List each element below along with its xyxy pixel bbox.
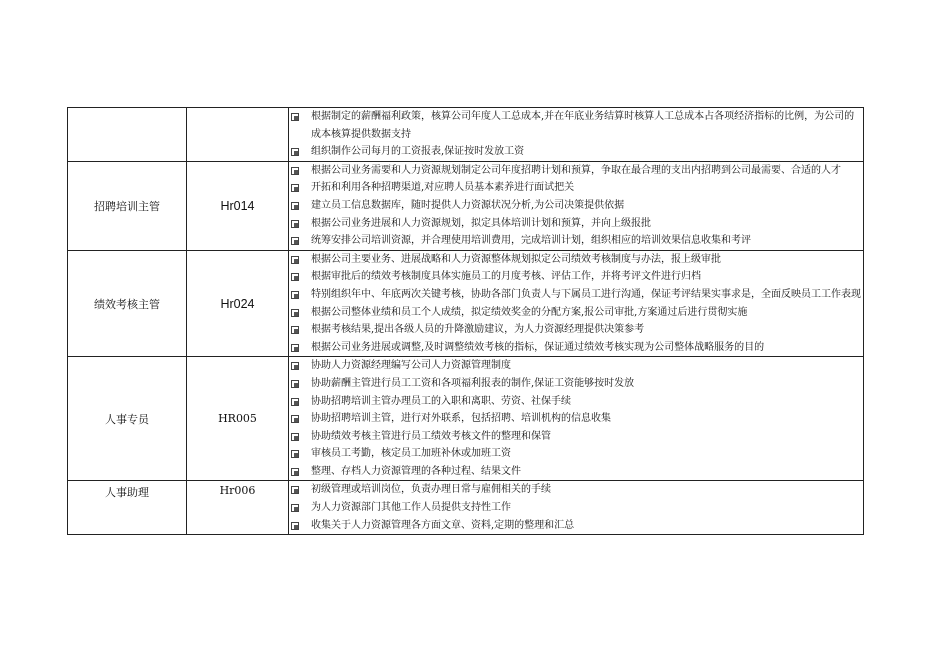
job-duty-table xyxy=(67,107,864,535)
duty-text: 根据公司业务进展和人力资源规划，拟定具体培训计划和预算，并向上级报批 xyxy=(311,217,651,229)
list-item xyxy=(289,321,863,339)
list-item xyxy=(289,215,863,233)
table-row xyxy=(68,161,864,250)
checkbox-bullet-icon xyxy=(291,398,299,406)
table-row xyxy=(68,357,864,481)
post-cell: 招聘培训主管 xyxy=(68,161,187,250)
checkbox-bullet-icon xyxy=(291,433,299,441)
post-cell: 人事助理 xyxy=(68,481,187,535)
checkbox-bullet-icon xyxy=(291,273,299,281)
duty-text: 协助薪酬主管进行员工工资和各项福利报表的制作,保证工资能够按时发放 xyxy=(311,377,635,389)
table-row xyxy=(68,481,864,535)
list-item xyxy=(289,108,863,143)
checkbox-bullet-icon xyxy=(291,184,299,192)
checkbox-bullet-icon xyxy=(291,415,299,423)
checkbox-bullet-icon xyxy=(291,522,299,530)
list-item xyxy=(289,428,863,446)
duty-text: 根据公司业务需要和人力资源规划制定公司年度招聘计划和预算，争取在最合理的支出内招聘到公司最需要、合适的人才 xyxy=(311,164,841,176)
duty-text: 协助人力资源经理编写公司人力资源管理制度 xyxy=(311,360,511,372)
list-item xyxy=(289,339,863,357)
checkbox-bullet-icon xyxy=(291,167,299,175)
duty-text: 审核员工考勤，核定员工加班补休或加班工资 xyxy=(311,448,511,460)
duty-text: 整理、存档人力资源管理的各种过程、结果文件 xyxy=(311,465,521,477)
checkbox-bullet-icon xyxy=(291,362,299,370)
code-cell: Hr014 xyxy=(187,161,289,250)
checkbox-bullet-icon xyxy=(291,450,299,458)
list-item xyxy=(289,286,863,304)
duty-text: 根据制定的薪酬福利政策，核算公司年度人工总成本,并在年底业务结算时核算人工总成本占各项经济指标的比例，为公司的成本核算提供数据支持 xyxy=(311,111,855,140)
list-item xyxy=(289,410,863,428)
list-item xyxy=(289,375,863,393)
list-item xyxy=(289,393,863,411)
duty-cell xyxy=(289,161,864,250)
duty-text: 根据公司整体业绩和员工个人成绩，拟定绩效奖金的分配方案,报公司审批,方案通过后进行贯彻实施 xyxy=(311,306,748,318)
code-cell xyxy=(187,108,289,162)
duty-text: 特别组织年中、年底两次关键考核，协助各部门负责人与下属员工进行沟通，保证考评结果实事求是，全面反映员工工作表现 xyxy=(311,288,861,300)
duty-text: 开拓和利用各种招聘渠道,对应聘人员基本素养进行面试把关 xyxy=(311,182,575,194)
post-cell xyxy=(68,108,187,162)
duty-cell xyxy=(289,250,864,357)
list-item xyxy=(289,251,863,269)
list-item xyxy=(289,197,863,215)
duty-text: 协助绩效考核主管进行员工绩效考核文件的整理和保管 xyxy=(311,430,551,442)
checkbox-bullet-icon xyxy=(291,468,299,476)
checkbox-bullet-icon xyxy=(291,113,299,121)
list-item xyxy=(289,499,863,517)
checkbox-bullet-icon xyxy=(291,326,299,334)
checkbox-bullet-icon xyxy=(291,256,299,264)
duty-text: 根据公司主要业务、进展战略和人力资源整体规划拟定公司绩效考核制度与办法，报上级审批 xyxy=(311,253,721,265)
list-item xyxy=(289,268,863,286)
checkbox-bullet-icon xyxy=(291,309,299,317)
list-item xyxy=(289,357,863,375)
duty-cell xyxy=(289,108,864,162)
duty-text: 组织制作公司每月的工资报表,保证按时发放工资 xyxy=(311,146,525,158)
list-item xyxy=(289,463,863,481)
duty-text: 根据考核结果,提出各级人员的升降激励建议，为人力资源经理提供决策参考 xyxy=(311,324,645,336)
duty-text: 初级管理或培训岗位，负责办理日常与雇佣相关的手续 xyxy=(311,484,551,496)
list-item xyxy=(289,179,863,197)
table-row xyxy=(68,108,864,162)
duty-text: 统筹安排公司培训资源，并合理使用培训费用，完成培训计划，组织相应的培训效果信息收集和考评 xyxy=(311,235,751,247)
code-cell: Hr006 xyxy=(187,481,289,535)
checkbox-bullet-icon xyxy=(291,148,299,156)
list-item xyxy=(289,481,863,499)
list-item xyxy=(289,304,863,322)
table-row xyxy=(68,250,864,357)
duty-cell xyxy=(289,357,864,481)
list-item xyxy=(289,517,863,535)
checkbox-bullet-icon xyxy=(291,380,299,388)
duty-text: 根据公司业务进展或调整,及时调整绩效考核的指标，保证通过绩效考核实现为公司整体战略服务的目的 xyxy=(311,341,765,353)
checkbox-bullet-icon xyxy=(291,202,299,210)
duty-text: 根据审批后的绩效考核制度具体实施员工的月度考核、评估工作，并将考评文件进行归档 xyxy=(311,271,701,283)
code-cell: HR005 xyxy=(187,357,289,481)
duty-cell xyxy=(289,481,864,535)
checkbox-bullet-icon xyxy=(291,237,299,245)
duty-text: 协助招聘培训主管办理员工的入职和离职、劳资、社保手续 xyxy=(311,395,571,407)
list-item xyxy=(289,445,863,463)
code-cell: Hr024 xyxy=(187,250,289,357)
list-item xyxy=(289,143,863,161)
duty-text: 建立员工信息数据库，随时提供人力资源状况分析,为公司决策提供依据 xyxy=(311,199,625,211)
post-cell: 绩效考核主管 xyxy=(68,250,187,357)
post-cell: 人事专员 xyxy=(68,357,187,481)
checkbox-bullet-icon xyxy=(291,486,299,494)
checkbox-bullet-icon xyxy=(291,220,299,228)
duty-text: 协助招聘培训主管，进行对外联系，包括招聘、培训机构的信息收集 xyxy=(311,413,611,425)
duty-text: 为人力资源部门其他工作人员提供支持性工作 xyxy=(311,502,511,514)
checkbox-bullet-icon xyxy=(291,291,299,299)
checkbox-bullet-icon xyxy=(291,504,299,512)
duty-text: 收集关于人力资源管理各方面文章、资料,定期的整理和汇总 xyxy=(311,519,575,531)
list-item xyxy=(289,232,863,250)
list-item xyxy=(289,162,863,180)
checkbox-bullet-icon xyxy=(291,344,299,352)
